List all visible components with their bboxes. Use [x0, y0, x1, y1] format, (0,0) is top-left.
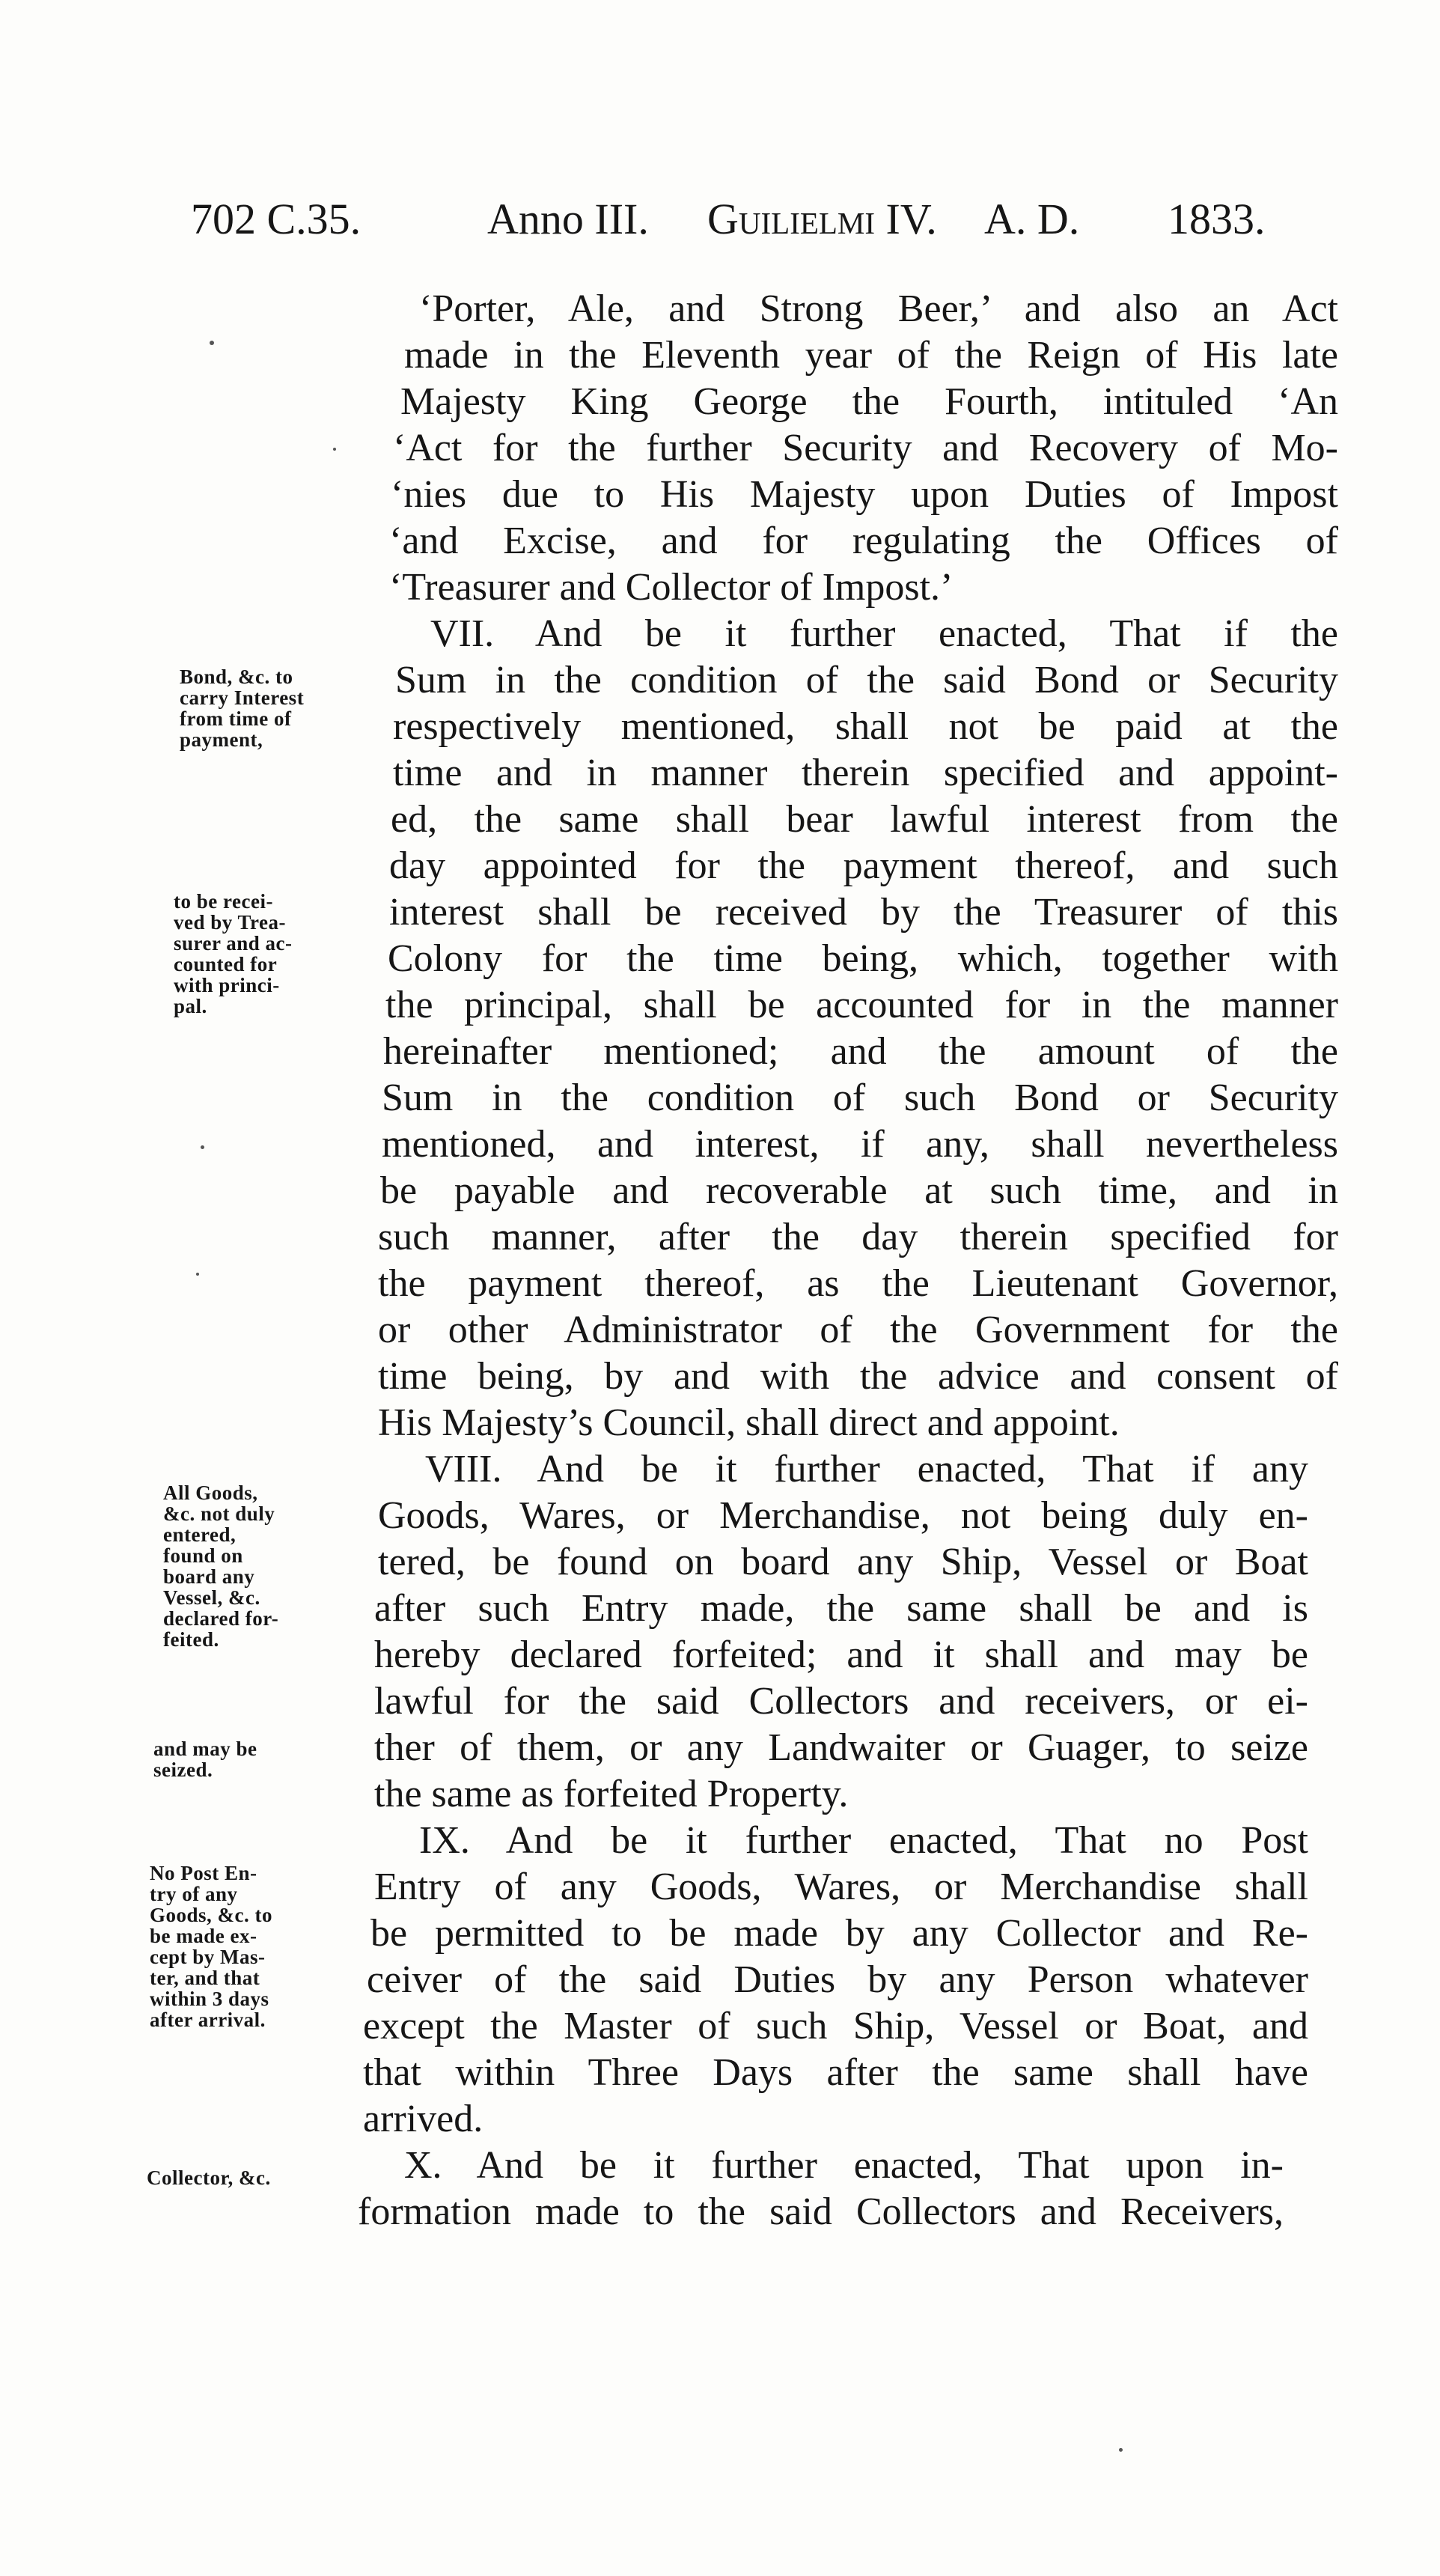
text-line: hereinafter mentioned; and the amount of the: [383, 1030, 1338, 1073]
note-line: surer and ac-: [174, 932, 293, 954]
section-heading-line: VIII. And be it further enacted, That if any: [425, 1448, 1308, 1491]
text-line: hereby declared forfeited; and it shall and may be: [374, 1633, 1308, 1676]
margin-note-collector: [147, 2167, 271, 2188]
text-line: ‘Act for the further Security and Recovery of Mo-: [393, 427, 1338, 469]
text-line: Majesty King George the Fourth, intituled ‘An: [400, 380, 1338, 423]
text-line: be payable and recoverable at such time, and in: [380, 1169, 1338, 1212]
note-line: carry Interest: [180, 686, 305, 709]
text-line: time being, by and with the advice and consent of: [378, 1355, 1338, 1398]
text-line: such manner, after the day therein specified for: [378, 1216, 1338, 1258]
text-line: ‘and Excise, and for regulating the Offices of: [389, 520, 1338, 562]
note-line: ved by Trea-: [174, 911, 287, 934]
margin-note-may-be-seized: [153, 1738, 257, 1780]
text-line: His Majesty’s Council, shall direct and appoint.: [378, 1401, 1120, 1444]
text-line: made in the Eleventh year of the Reign of His late: [404, 334, 1338, 377]
note-line: with princi-: [174, 974, 280, 996]
text-line: mentioned, and interest, if any, shall nevertheless: [382, 1123, 1338, 1166]
note-line: after arrival.: [150, 2009, 266, 2031]
note-line: No Post En-: [150, 1862, 257, 1884]
text-line: the same as forfeited Property.: [374, 1773, 849, 1815]
section-heading-line: VII. And be it further enacted, That if the: [430, 612, 1338, 655]
text-line: ceiver of the said Duties by any Person whatever: [367, 1958, 1308, 2001]
text-line: Goods, Wares, or Merchandise, not being duly en-: [378, 1494, 1308, 1537]
text-line: tered, be found on board any Ship, Vessel or Boat: [378, 1541, 1308, 1583]
note-line: be made ex-: [150, 1925, 257, 1947]
note-line: try of any: [150, 1883, 238, 1905]
text-line: formation made to the said Collectors and Receivers,: [358, 2190, 1284, 2233]
note-line: cept by Mas-: [150, 1946, 266, 1968]
text-line: Colony for the time being, which, together with: [388, 937, 1338, 980]
paper-speck: [333, 448, 336, 451]
regnal-name: Guilielmi IV.: [707, 195, 937, 243]
note-line: and may be: [153, 1738, 257, 1760]
note-line: Vessel, &c.: [163, 1586, 260, 1609]
text-line: be permitted to be made by any Collector and Re-: [370, 1912, 1308, 1955]
text-line: or other Administrator of the Government for the: [378, 1309, 1338, 1351]
note-line: &c. not duly: [163, 1502, 275, 1525]
text-line: ther of them, or any Landwaiter or Guager, to seize: [374, 1726, 1308, 1769]
note-line: within 3 days: [150, 1988, 269, 2010]
note-line: found on: [163, 1544, 243, 1567]
text-line: day appointed for the payment thereof, and such: [389, 844, 1338, 887]
note-line: board any: [163, 1565, 255, 1588]
text-line: ‘Treasurer and Collector of Impost.’: [389, 566, 954, 609]
note-line: Collector, &c.: [147, 2167, 271, 2189]
note-line: Bond, &c. to: [180, 666, 293, 688]
text-line: ed, the same shall bear lawful interest from the: [391, 798, 1338, 841]
anno-domini: A. D.: [984, 195, 1080, 243]
section-heading-line: IX. And be it further enacted, That no Post: [419, 1819, 1308, 1862]
note-line: payment,: [180, 728, 263, 751]
note-line: counted for: [174, 953, 278, 975]
note-line: feited.: [163, 1628, 219, 1651]
note-line: declared for-: [163, 1607, 279, 1630]
margin-note-goods-forfeited: [163, 1482, 278, 1650]
text-line: lawful for the said Collectors and receivers, or ei-: [374, 1680, 1308, 1723]
text-line: respectively mentioned, shall not be paid at the: [393, 705, 1338, 748]
margin-note-received-by-treasurer: [174, 891, 293, 1017]
paper-speck: [210, 341, 214, 345]
text-line: Sum in the condition of the said Bond or Security: [395, 659, 1338, 701]
text-line: after such Entry made, the same shall be and is: [374, 1587, 1308, 1630]
page-and-chapter: 702 C.35.: [191, 195, 361, 243]
margin-note-no-post-entry: [150, 1863, 272, 2030]
text-line: that within Three Days after the same shall have: [363, 2051, 1308, 2094]
paper-speck: [201, 1145, 204, 1149]
text-line: ‘Porter, Ale, and Strong Beer,’ and also an Act: [419, 287, 1338, 330]
section-heading-line: X. And be it further enacted, That upon in-: [404, 2144, 1284, 2187]
note-line: ter, and that: [150, 1967, 260, 1989]
note-line: All Goods,: [163, 1482, 258, 1504]
margin-note-bond-interest: [180, 666, 304, 750]
text-line: Sum in the condition of such Bond or Security: [382, 1077, 1338, 1119]
note-line: from time of: [180, 707, 292, 730]
note-line: pal.: [174, 995, 207, 1017]
year: 1833.: [1168, 195, 1266, 243]
text-line: time and in manner therein specified and appoint-: [393, 752, 1338, 794]
text-line: ‘nies due to His Majesty upon Duties of Impost: [391, 473, 1338, 516]
text-line: arrived.: [363, 2098, 483, 2140]
note-line: to be recei-: [174, 890, 273, 913]
paper-speck: [196, 1273, 199, 1276]
note-line: entered,: [163, 1523, 237, 1546]
text-line: the principal, shall be accounted for in the manner: [385, 984, 1338, 1026]
text-line: Entry of any Goods, Wares, or Merchandise shall: [374, 1866, 1308, 1908]
text-line: interest shall be received by the Treasurer of this: [389, 891, 1338, 934]
text-line: the payment thereof, as the Lieutenant Governor,: [378, 1262, 1338, 1305]
text-line: except the Master of such Ship, Vessel or Boat, and: [363, 2005, 1308, 2047]
paper-speck: [1119, 2448, 1123, 2452]
anno: Anno III.: [487, 195, 649, 243]
note-line: Goods, &c. to: [150, 1904, 272, 1926]
note-line: seized.: [153, 1759, 213, 1781]
